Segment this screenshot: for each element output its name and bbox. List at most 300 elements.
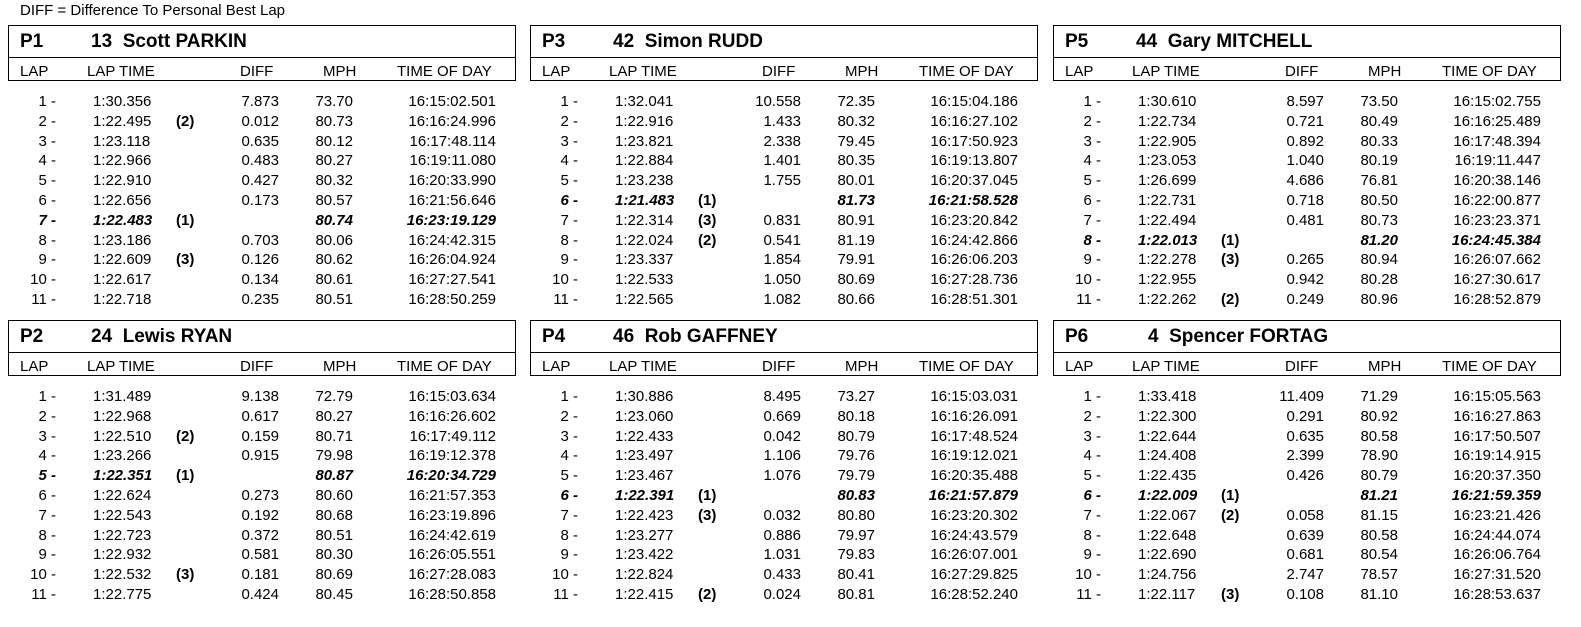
lap-diff: 0.058 [1286,506,1324,524]
lap-row [8,191,516,211]
lap-diff: 0.273 [241,487,279,504]
lap-time-of-day: 16:23:20.842 [930,211,1018,229]
lap-number: 11 - [553,291,578,308]
lap-mph: 80.60 [315,487,353,504]
lap-number: 3 - [560,132,578,150]
lap-time-of-day: 16:24:42.315 [408,231,496,249]
lap-time: 1:23.118 [93,132,151,150]
lap-diff: 0.718 [1286,192,1324,209]
driver-name: 44 Gary MITCHELL [1136,31,1313,52]
lap-diff: 0.126 [241,251,279,269]
lap-number: 11 - [553,586,578,603]
lap-rank: (1) [698,487,717,504]
lap-rank: (1) [176,467,195,485]
lap-rank: (1) [698,192,717,209]
lap-rank: (2) [698,586,717,603]
lap-diff: 0.915 [241,447,279,465]
lap-row [530,585,1038,605]
lap-mph: 80.41 [837,566,875,584]
lap-row [1053,250,1561,270]
lap-time: 1:32.041 [615,93,674,110]
lap-time-of-day: 16:28:51.301 [930,291,1018,308]
lap-row-best [1053,486,1561,506]
lap-time-of-day: 16:28:52.240 [930,586,1018,603]
lap-mph: 80.27 [315,407,353,425]
lap-mph: 81.20 [1360,231,1398,249]
lap-rank: (3) [1221,251,1240,269]
driver-name: 4 Spencer FORTAG [1148,326,1329,347]
lap-mph: 73.50 [1360,93,1398,110]
lap-row [8,506,516,526]
lap-number: 6 - [38,192,56,209]
position-label: P4 [542,326,566,347]
lap-number: 9 - [38,251,56,269]
lap-row [530,112,1038,132]
panel-header [1053,320,1561,376]
lap-mph: 80.81 [837,586,875,603]
lap-diff: 0.541 [763,231,801,249]
lap-number: 5 - [38,467,56,485]
lap-row [1053,92,1561,112]
lap-time: 1:22.910 [93,172,152,190]
lap-time: 1:30.610 [1138,93,1197,110]
lap-time: 1:22.543 [93,506,152,524]
lap-time: 1:22.415 [615,586,674,603]
lap-time-of-day: 16:27:28.736 [930,271,1018,289]
lap-time: 1:22.656 [93,192,152,209]
lap-number: 8 - [1083,526,1101,544]
lap-time: 1:26.699 [1138,172,1197,190]
header-divider [1054,352,1560,353]
col-header-mph: MPH [845,358,879,375]
lap-time: 1:22.609 [93,251,152,269]
lap-time-of-day: 16:19:12.378 [408,447,496,465]
lap-time-of-day: 16:17:50.923 [930,132,1018,150]
lap-row [530,270,1038,290]
lap-time: 1:23.186 [93,231,152,249]
lap-diff: 9.138 [241,388,279,405]
lap-diff: 0.042 [763,427,801,445]
lap-mph: 80.51 [315,526,353,544]
panel-header [8,320,516,376]
lap-time: 1:22.617 [93,271,152,289]
lap-time: 1:22.278 [1138,251,1197,269]
lap-time-of-day: 16:22:00.877 [1453,192,1541,209]
panel-header [1053,25,1561,81]
lap-time: 1:23.497 [615,447,674,465]
lap-number: 1 - [1083,388,1101,405]
lap-time-of-day: 16:16:25.489 [1453,112,1541,130]
lap-time: 1:22.300 [1138,407,1197,425]
driver-name: 24 Lewis RYAN [91,326,233,347]
lap-mph: 80.28 [1360,271,1398,289]
lap-diff: 0.581 [241,546,279,564]
lap-time: 1:23.422 [615,546,674,564]
lap-rank: (3) [176,251,195,269]
lap-row [530,446,1038,466]
lap-number: 6 - [1083,192,1101,209]
lap-mph: 80.50 [1360,192,1398,209]
driver-panel [530,25,1038,308]
col-header-diff: DIFF [240,358,274,375]
col-header-diff: DIFF [762,358,796,375]
lap-row [8,545,516,565]
lap-number: 10 - [552,566,578,584]
lap-time: 1:22.435 [1138,467,1197,485]
lap-mph: 80.61 [315,271,353,289]
lap-mph: 72.79 [315,388,353,405]
lap-rank: (1) [1221,231,1240,249]
lap-rank: (2) [176,427,195,445]
lap-time: 1:23.467 [615,467,674,485]
lap-mph: 80.32 [315,172,353,190]
lap-mph: 79.76 [837,447,875,465]
col-header-time-of-day: TIME OF DAY [919,358,1014,375]
lap-time: 1:23.821 [615,132,674,150]
lap-time-of-day: 16:16:27.102 [930,112,1018,130]
lap-mph: 80.19 [1360,152,1398,170]
lap-time: 1:23.277 [615,526,674,544]
lap-mph: 80.62 [315,251,353,269]
header-divider [1054,57,1560,58]
lap-mph: 81.21 [1360,487,1398,504]
col-header-mph: MPH [323,358,357,375]
lap-time-of-day: 16:24:45.384 [1451,231,1541,249]
lap-time-of-day: 16:28:53.637 [1453,586,1541,603]
lap-number: 11 - [31,586,56,603]
lap-number: 1 - [560,93,578,110]
lap-row [530,407,1038,427]
lap-mph: 80.58 [1360,526,1398,544]
lap-row-best [8,466,516,486]
lap-row [530,290,1038,310]
col-header-mph: MPH [1368,358,1402,375]
lap-time: 1:22.731 [1138,192,1197,209]
lap-mph: 80.87 [315,467,353,485]
lap-time-of-day: 16:28:50.259 [408,291,496,308]
lap-mph: 80.12 [315,132,353,150]
lap-diff: 0.012 [241,112,279,130]
lap-time: 1:22.532 [93,566,152,584]
lap-diff: 0.886 [763,526,801,544]
lap-time: 1:22.117 [1138,586,1196,603]
header-divider [531,352,1037,353]
lap-time: 1:22.955 [1138,271,1197,289]
lap-diff: 0.483 [241,152,279,170]
driver-name: 46 Rob GAFFNEY [613,326,778,347]
lap-time-of-day: 16:21:59.359 [1451,487,1541,504]
lap-mph: 80.74 [315,211,353,229]
lap-time: 1:22.009 [1138,487,1198,504]
lap-number: 6 - [560,487,578,504]
lap-row [1053,545,1561,565]
lap-time-of-day: 16:26:05.551 [408,546,496,564]
lap-diff: 0.424 [241,586,279,603]
lap-row [1053,407,1561,427]
lap-time: 1:22.262 [1138,291,1197,308]
lap-diff: 0.703 [241,231,279,249]
lap-time-of-day: 16:26:06.203 [930,251,1018,269]
lap-number: 8 - [38,526,56,544]
lap-mph: 80.80 [837,506,875,524]
lap-number: 6 - [560,192,578,209]
lap-mph: 80.83 [837,487,875,504]
col-header-lap-time: LAP TIME [609,63,677,80]
lap-diff: 4.686 [1286,172,1324,190]
lap-time-of-day: 16:20:34.729 [406,467,496,485]
lap-diff: 0.635 [1286,427,1324,445]
lap-time: 1:22.024 [615,231,674,249]
lap-time: 1:30.886 [615,388,674,405]
lap-number: 7 - [1083,211,1101,229]
driver-panel [1053,320,1561,603]
lap-time: 1:23.053 [1138,152,1197,170]
position-label: P1 [20,31,44,52]
lap-number: 1 - [560,388,578,405]
lap-row [530,151,1038,171]
lap-time: 1:22.067 [1138,506,1197,524]
lap-mph: 80.51 [315,291,353,308]
lap-mph: 80.94 [1360,251,1398,269]
lap-time-of-day: 16:26:07.001 [930,546,1018,564]
lap-mph: 79.91 [837,251,875,269]
lap-diff: 1.401 [763,152,801,170]
lap-mph: 80.01 [837,172,875,190]
lap-diff: 0.249 [1286,291,1324,308]
lap-mph: 80.33 [1360,132,1398,150]
lap-rank: (1) [1221,487,1240,504]
lap-number: 8 - [1083,231,1101,249]
lap-diff: 0.173 [241,192,279,209]
lap-number: 11 - [1076,291,1101,308]
lap-time-of-day: 16:24:43.579 [930,526,1018,544]
lap-number: 10 - [30,271,56,289]
lap-diff: 0.192 [241,506,279,524]
lap-row [8,171,516,191]
lap-number: 6 - [1083,487,1101,504]
lap-time: 1:22.533 [615,271,674,289]
lap-time: 1:22.314 [615,211,674,229]
panel-header [530,320,1038,376]
lap-mph: 80.54 [1360,546,1398,564]
lap-number: 10 - [1075,271,1101,289]
lap-time-of-day: 16:27:31.520 [1453,566,1541,584]
lap-time: 1:22.734 [1138,112,1197,130]
lap-time: 1:22.824 [615,566,674,584]
lap-row [1053,585,1561,605]
lap-rank: (1) [176,211,195,229]
lap-diff: 2.338 [763,132,801,150]
lap-number: 7 - [38,211,56,229]
lap-diff: 0.024 [763,586,801,603]
lap-time-of-day: 16:16:26.091 [930,407,1018,425]
lap-diff: 0.181 [241,566,279,584]
lap-row [1053,466,1561,486]
lap-number: 4 - [38,152,56,170]
driver-name: 42 Simon RUDD [613,31,763,52]
lap-mph: 80.30 [315,546,353,564]
lap-time-of-day: 16:17:48.394 [1453,132,1541,150]
lap-time: 1:22.433 [615,427,674,445]
lap-time: 1:22.483 [93,211,153,229]
lap-number: 1 - [1083,93,1101,110]
lap-row [8,270,516,290]
lap-number: 2 - [38,112,56,130]
lap-mph: 79.79 [837,467,875,485]
lap-row [8,486,516,506]
lap-diff: 1.854 [763,251,801,269]
col-header-lap: LAP [542,63,571,80]
lap-time: 1:22.423 [615,506,674,524]
lap-mph: 80.79 [1360,467,1398,485]
col-header-mph: MPH [845,63,879,80]
lap-diff: 0.681 [1286,546,1324,564]
lap-number: 3 - [1083,132,1101,150]
driver-panel [530,320,1038,603]
lap-row [8,250,516,270]
col-header-lap: LAP [20,63,49,80]
lap-time: 1:22.966 [93,152,152,170]
lap-diff: 0.617 [241,407,279,425]
lap-number: 9 - [1083,546,1101,564]
lap-time: 1:22.723 [93,526,152,544]
lap-row [8,427,516,447]
lap-mph: 80.58 [1360,427,1398,445]
lap-row [530,92,1038,112]
lap-diff: 0.831 [763,211,801,229]
lap-time-of-day: 16:20:37.350 [1453,467,1541,485]
lap-row [8,290,516,310]
lap-mph: 71.29 [1360,388,1398,405]
lap-row [8,92,516,112]
lap-time-of-day: 16:19:14.915 [1453,447,1541,465]
lap-time-of-day: 16:15:02.755 [1453,93,1541,110]
lap-time: 1:22.391 [615,487,675,504]
lap-time-of-day: 16:17:48.524 [930,427,1018,445]
lap-mph: 79.83 [837,546,875,564]
col-header-lap-time: LAP TIME [87,63,155,80]
lap-time-of-day: 16:17:50.507 [1453,427,1541,445]
lap-number: 1 - [38,388,56,405]
lap-number: 8 - [560,526,578,544]
position-label: P3 [542,31,566,52]
lap-mph: 80.79 [837,427,875,445]
lap-row [8,387,516,407]
lap-number: 2 - [1083,112,1101,130]
lap-row [8,151,516,171]
lap-mph: 80.35 [837,152,875,170]
lap-diff: 1.433 [763,112,801,130]
lap-time: 1:22.624 [93,487,152,504]
lap-time-of-day: 16:15:02.501 [408,93,496,110]
lap-number: 2 - [560,112,578,130]
lap-row-best [530,191,1038,211]
position-label: P6 [1065,326,1089,347]
lap-row [8,132,516,152]
col-header-mph: MPH [1368,63,1402,80]
lap-diff: 1.076 [763,467,801,485]
lap-diff: 11.409 [1279,388,1324,405]
lap-time-of-day: 16:16:27.863 [1453,407,1541,425]
lap-time-of-day: 16:24:44.074 [1453,526,1541,544]
lap-time: 1:22.494 [1138,211,1197,229]
lap-mph: 76.81 [1360,172,1398,190]
lap-mph: 72.35 [837,93,875,110]
lap-row [1053,132,1561,152]
col-header-diff: DIFF [1285,63,1319,80]
lap-row [1053,191,1561,211]
lap-mph: 81.19 [837,231,875,249]
col-header-lap: LAP [20,358,49,375]
lap-diff: 0.669 [763,407,801,425]
lap-diff: 8.597 [1286,93,1324,110]
lap-row [1053,526,1561,546]
lap-diff: 0.372 [241,526,279,544]
lap-diff: 7.873 [241,93,279,110]
lap-rank: (2) [698,231,717,249]
lap-time-of-day: 16:17:49.112 [409,427,496,445]
lap-mph: 80.57 [315,192,353,209]
lap-time: 1:22.916 [615,112,674,130]
lap-diff: 1.040 [1286,152,1324,170]
lap-time: 1:22.905 [1138,132,1197,150]
lap-time-of-day: 16:27:29.825 [930,566,1018,584]
lap-row [530,466,1038,486]
lap-row [530,545,1038,565]
col-header-time-of-day: TIME OF DAY [397,358,492,375]
lap-time: 1:22.932 [93,546,152,564]
lap-row-best [530,486,1038,506]
position-label: P5 [1065,31,1089,52]
lap-mph: 80.66 [837,291,875,308]
lap-diff: 0.639 [1286,526,1324,544]
lap-row [530,231,1038,251]
lap-time-of-day: 16:26:07.662 [1453,251,1541,269]
col-header-lap-time: LAP TIME [87,358,155,375]
panel-header [8,25,516,81]
lap-time-of-day: 16:15:05.563 [1453,388,1541,405]
lap-time: 1:24.408 [1138,447,1197,465]
lap-time-of-day: 16:28:52.879 [1453,291,1541,308]
lap-diff: 1.050 [763,271,801,289]
col-header-lap-time: LAP TIME [1132,63,1200,80]
lap-diff: 1.106 [763,447,801,465]
lap-number: 5 - [38,172,56,190]
lap-time-of-day: 16:15:03.634 [408,388,496,405]
lap-rank: (3) [176,566,195,584]
lap-time-of-day: 16:23:23.371 [1453,211,1541,229]
lap-diff: 0.942 [1286,271,1324,289]
lap-time-of-day: 16:21:56.646 [408,192,496,209]
lap-row [530,250,1038,270]
lap-number: 5 - [560,467,578,485]
lap-mph: 80.32 [837,112,875,130]
lap-time-of-day: 16:24:42.619 [408,526,496,544]
lap-number: 10 - [552,271,578,289]
lap-diff: 0.433 [763,566,801,584]
lap-row [1053,565,1561,585]
lap-time: 1:21.483 [615,192,675,209]
lap-number: 7 - [1083,506,1101,524]
lap-diff: 0.291 [1286,407,1324,425]
lap-row [530,171,1038,191]
lap-time-of-day: 16:23:21.426 [1453,506,1541,524]
lap-number: 9 - [1083,251,1101,269]
lap-mph: 81.15 [1360,506,1398,524]
lap-mph: 80.06 [315,231,353,249]
lap-time-of-day: 16:21:57.879 [928,487,1018,504]
lap-row [530,211,1038,231]
